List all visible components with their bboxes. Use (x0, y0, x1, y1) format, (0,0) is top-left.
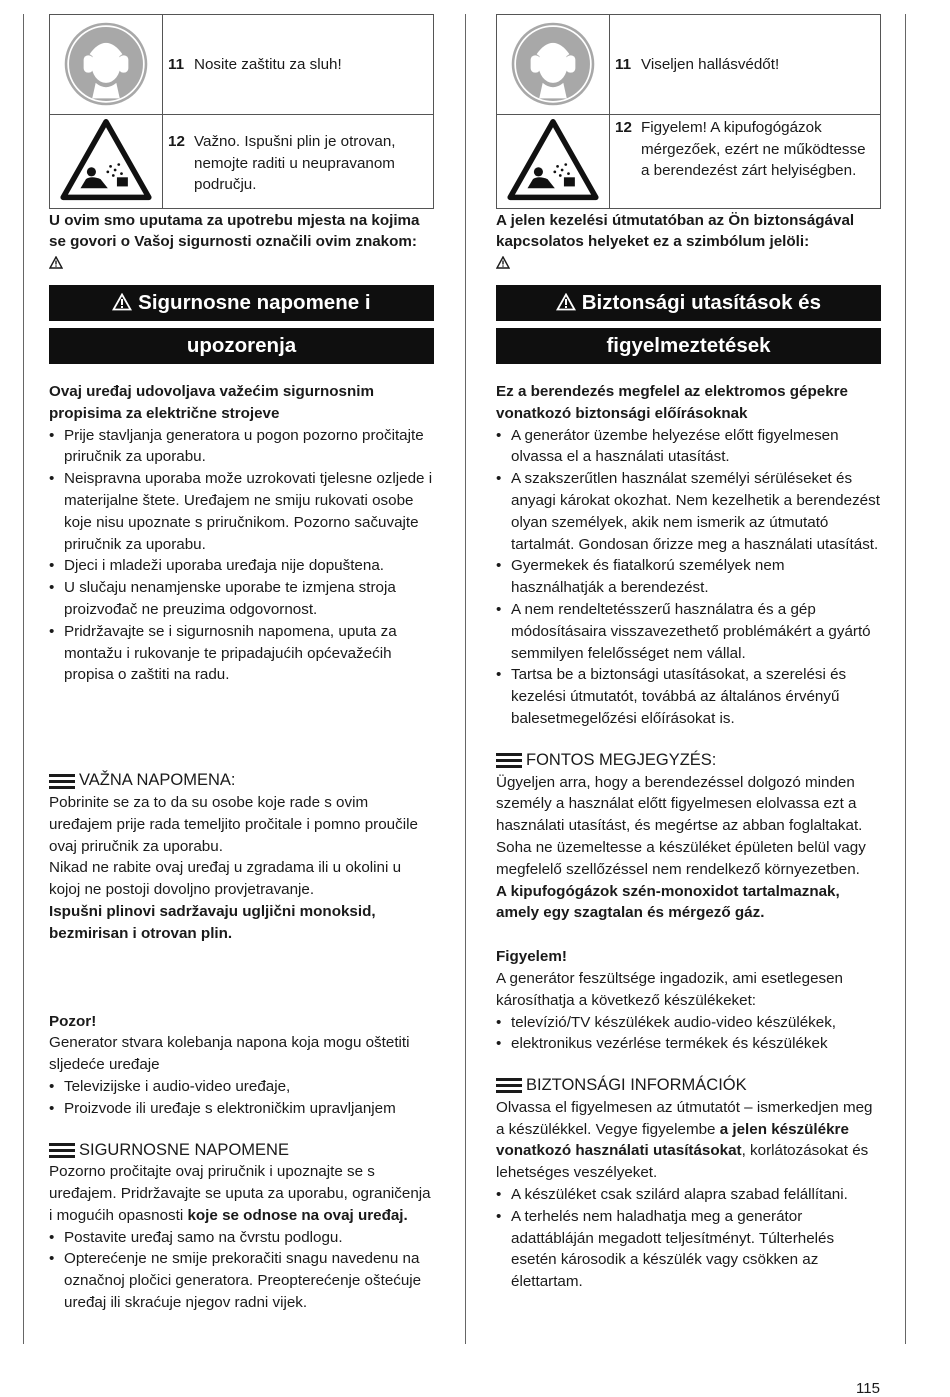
list-item: • Proizvode ili uređaje s elektroničkim upravljanjem (49, 1098, 434, 1120)
pictogram-text: Viseljen hallásvédőt! (641, 55, 780, 73)
pictogram-text: Važno. Ispušni plin je otrovan, nemojte raditi u neupravanom području. (194, 132, 396, 194)
right-margin-rule (905, 14, 906, 1344)
pictogram-number: 12 (168, 132, 185, 150)
safety-info-paragraph: Olvassa el figyelmesen az útmutatót – ismerkedjen meg a készülékkel. Vegye figyelembe a jelen készülékre vonatkozó használati utasításokat, korlátozásokat és lehetséges veszélyeket. (496, 1098, 873, 1182)
important-note-heading (49, 770, 434, 792)
list-item: • Pridržavajte se i sigurnosnih napomena, uputa za montažu i rukovanje te pripadajućih općevažećih propisa o zaštiti na radu. (49, 621, 434, 686)
list-item: • A terhelés nem haladhatja meg a generátor adattábláján megadott teljesítményt. Túlterhelés esetén károsodik a készülék vagy csökken az élettartam. (496, 1206, 881, 1293)
compliance-statement: Ovaj uređaj udovoljava važećim sigurnosnim propisima za električne strojeve (49, 382, 374, 422)
banner-title-line2: figyelmeztetések (606, 333, 771, 357)
important-note-heading (496, 750, 881, 772)
center-rule (465, 14, 466, 1344)
caution-text: A generátor feszültsége ingadozik, ami esetlegesen károsíthatja a következő készülékeket: (496, 969, 843, 1009)
pictogram-text: Nosite zaštitu za sluh! (194, 55, 342, 73)
pictogram-text-cell (163, 15, 434, 115)
pictogram-number: 12 (615, 118, 632, 136)
pictogram-table (496, 14, 881, 209)
list-item: • A készüléket csak szilárd alapra szabad felállítani. (496, 1184, 881, 1206)
important-note-bold: A kipufogógázok szén-monoxidot tartalmaznak, amely egy szagtalan és mérgező gáz. (496, 882, 840, 922)
warning-triangle-icon (496, 256, 510, 269)
pictogram-number: 11 (615, 55, 632, 73)
list-item: • Djeci i mladeži uporaba uređaja nije dopuštena. (49, 555, 434, 577)
left-column (49, 14, 434, 1314)
safety-final-bullets (496, 1184, 881, 1293)
section-banner (496, 285, 881, 321)
list-item: • A generátor üzembe helyezése előtt figyelmesen olvassa el a használati utasítást. (496, 425, 881, 469)
note-lines-icon (49, 1143, 75, 1158)
banner-title-line1: Biztonsági utasítások és (581, 290, 821, 314)
list-item: • elektronikus vezérlése termékek és készülékek (496, 1033, 881, 1055)
exhaust-gas-warning-icon (507, 119, 599, 201)
safety-info-paragraph: Pozorno pročitajte ovaj priručnik i upoznajte se s uređajem. Pridržavajte se uputa za uporabu, ograničenja i mogućih opasnosti koje se odnose na ovaj uređaj. (49, 1163, 431, 1224)
safety-bullets (49, 425, 434, 687)
important-note-paragraph: Soha ne üzemeltesse a készüléket épületen belül vagy megfelelő szellőzéssel nem rendelkező környezetben. (496, 838, 866, 878)
warning-triangle-icon (112, 293, 132, 311)
safety-bullets (496, 425, 881, 730)
note-lines-icon (49, 774, 75, 789)
caution-title: Pozor! (49, 1012, 97, 1030)
left-margin-rule (23, 14, 24, 1344)
pictogram-number: 11 (168, 55, 185, 73)
pictogram-table (49, 14, 434, 209)
important-note-title: VAŽNA NAPOMENA: (79, 771, 236, 790)
note-lines-icon (496, 1078, 522, 1093)
list-item: • Tartsa be a biztonsági utasításokat, a szerelési és kezelési útmutatót, továbbá az általános érvényű balesetmegelőzési előírásokat is. (496, 664, 881, 729)
section-banner (496, 328, 881, 364)
important-note-paragraph: Pobrinite se za to da su osobe koje rade s ovim uređajem prije rada temeljito pročitale i pomno proučile ovaj priručnik za uporabu. (49, 793, 418, 855)
pictogram-text-cell (610, 114, 881, 208)
pictogram-cell (497, 114, 610, 208)
list-item: • televízió/TV készülékek audio-video készülékek, (496, 1012, 881, 1034)
pictogram-cell (50, 114, 163, 208)
caution-bullets (496, 1012, 881, 1056)
ear-protection-icon (63, 21, 149, 107)
list-item: • A nem rendeltetésszerű használatra és a gép módosításaira visszavezethető problémákért a gyártó semmilyen felelősséget nem vállal. (496, 599, 881, 664)
list-item: • Televizijske i audio-video uređaje, (49, 1076, 434, 1098)
list-item: • Opterećenje ne smije prekoračiti snagu navedenu na označnoj pločici generatora. Preopterećenje oštećuje uređaj ili skraćuje njegov radni vijek. (49, 1248, 434, 1313)
warning-triangle-icon (49, 256, 63, 269)
list-item: • Prije stavljanja generatora u pogon pozorno pročitajte priručnik za uporabu. (49, 425, 434, 469)
warning-triangle-icon (556, 293, 576, 311)
safety-info-title: SIGURNOSNE NAPOMENE (79, 1140, 289, 1159)
safety-symbol-intro: A jelen kezelési útmutatóban az Ön biztonságával kapcsolatos helyeket ez a szimbólum jelöli: (496, 210, 881, 275)
caution-title: Figyelem! (496, 948, 567, 966)
pictogram-cell (50, 15, 163, 115)
section-banner (49, 285, 434, 321)
safety-info-heading (49, 1140, 434, 1162)
compliance-statement: Ez a berendezés megfelel az elektromos gépekre vonatkozó biztonsági előírásoknak (496, 382, 848, 422)
page-number: 115 (856, 1380, 880, 1397)
important-note-paragraph: Nikad ne rabite ovaj uređaj u zgradama ili u okolini u kojoj ne postoji dovoljno provjetravanje. (49, 859, 402, 899)
list-item: • Postavite uređaj samo na čvrstu podlogu. (49, 1227, 434, 1249)
note-lines-icon (496, 753, 522, 768)
safety-final-bullets (49, 1227, 434, 1314)
important-note-bold: Ispušni plinovi sadržavaju ugljični monoksid, bezmirisan i otrovan plin. (49, 902, 376, 942)
exhaust-gas-warning-icon (60, 119, 152, 201)
right-column (496, 14, 881, 1293)
safety-info-heading (496, 1075, 881, 1097)
list-item: • Gyermekek és fiatalkorú személyek nem használhatják a berendezést. (496, 555, 881, 599)
pictogram-text-cell (610, 15, 881, 115)
pictogram-text: Figyelem! A kipufogógázok mérgezőek, ezért ne működtesse a berendezést zárt helyiségben. (641, 118, 866, 180)
banner-title-line2: upozorenja (186, 333, 297, 357)
important-note-paragraph: Ügyeljen arra, hogy a berendezéssel dolgozó minden személy a használat előtt figyelmesen elolvassa ezt a használati utasítást, és megértse az abban foglaltakat. (496, 773, 863, 835)
ear-protection-icon (510, 21, 596, 107)
list-item: • Neispravna uporaba može uzrokovati tjelesne ozljede i materijalne štete. Uređajem ne smiju rukovati osobe koje nisu upoznate s priručnikom. Pozorno sačuvajte priručnik za uporabu. (49, 468, 434, 555)
section-banner (49, 328, 434, 364)
pictogram-cell (497, 15, 610, 115)
important-note-title: FONTOS MEGJEGYZÉS: (526, 750, 717, 769)
banner-title-line1: Sigurnosne napomene i (138, 290, 371, 314)
list-item: • U slučaju nenamjenske uporabe te izmjena stroja proizvođač ne preuzima odgovornost. (49, 577, 434, 621)
pictogram-text-cell (163, 114, 434, 208)
safety-info-title: BIZTONSÁGI INFORMÁCIÓK (526, 1076, 747, 1095)
list-item: • A szakszerűtlen használat személyi sérüléseket és anyagi károkat okozhat. Nem kezelhetik a berendezést olyan személyek, akik nem ismerik az útmutató tartalmát. Gondosan őrizze meg a használati utasítást. (496, 468, 881, 555)
safety-symbol-intro: U ovim smo uputama za upotrebu mjesta na kojima se govori o Vašoj sigurnosti označili ovim znakom: (49, 210, 434, 275)
caution-bullets (49, 1076, 434, 1120)
caution-text: Generator stvara kolebanja napona koja mogu oštetiti sljedeće uređaje (49, 1034, 410, 1074)
